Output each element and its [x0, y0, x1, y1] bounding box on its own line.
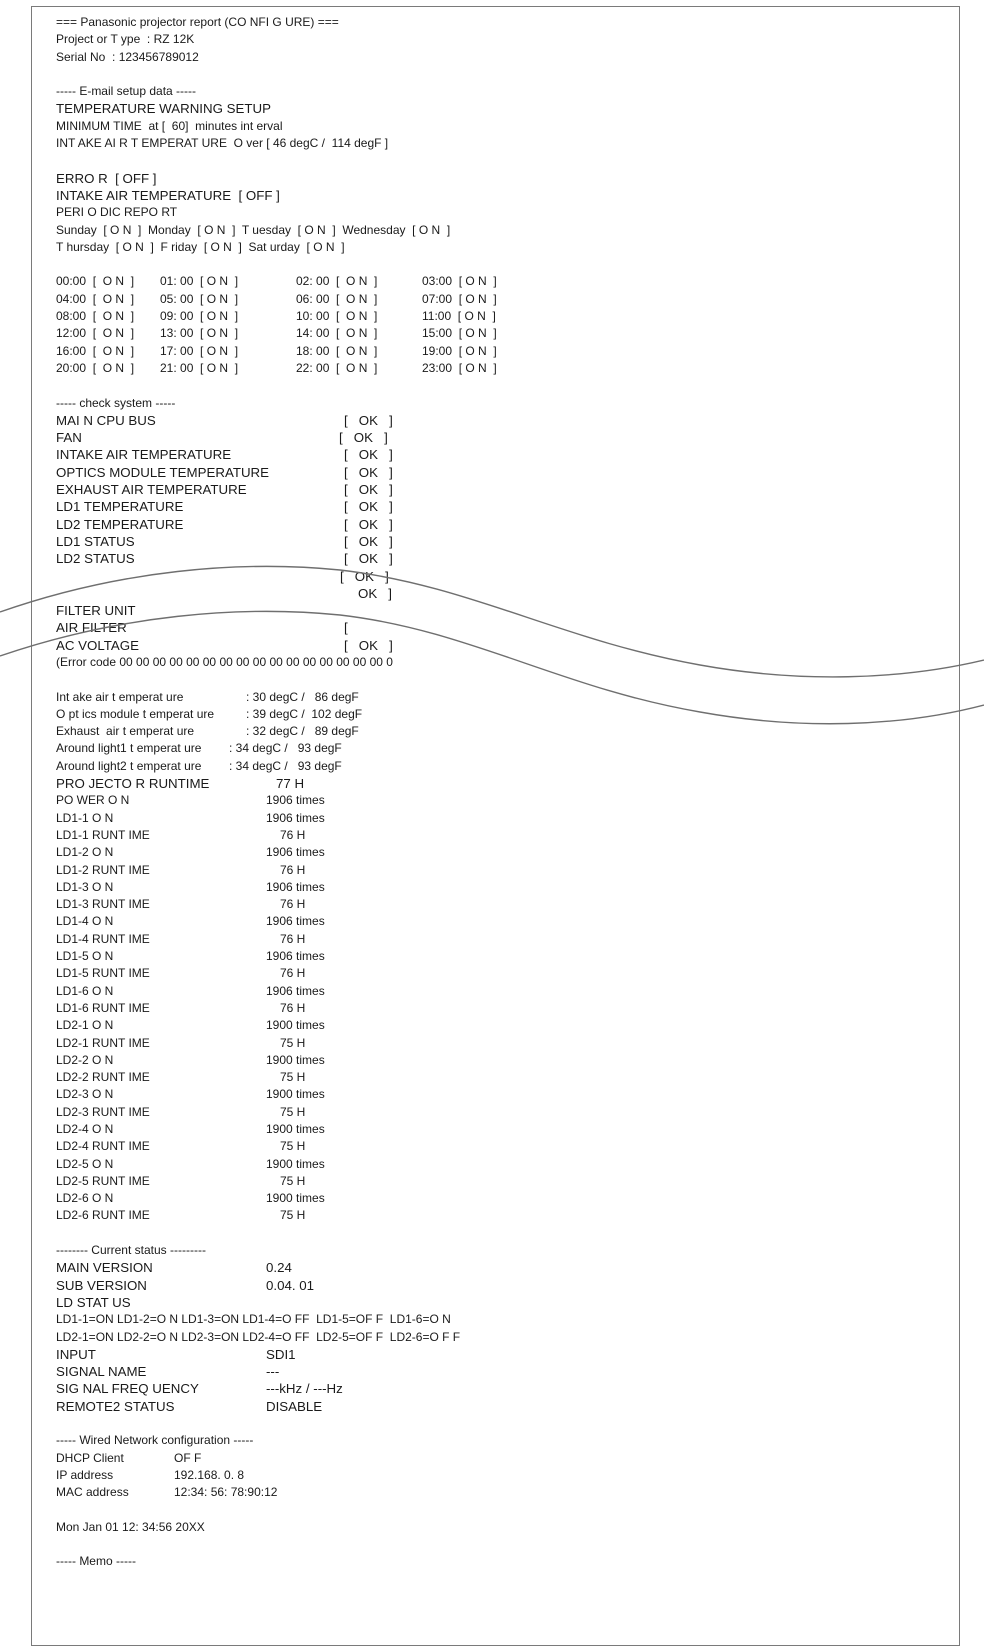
hour-row: 20:00 [ O N ] 21: 00 [ O N ] 22: 00 [ O N ] 23:00 [ O N ]	[56, 360, 497, 375]
runtime-row: PRO JECTO R RUNTIME 77 H	[56, 776, 305, 792]
check-item: LD2 TEMPERATURE [ OK ]	[56, 516, 393, 532]
temperature-row: Around light1 t emperat ure : 34 degC / 93 degF	[56, 741, 342, 756]
check-item: OK ]	[358, 585, 392, 601]
check-item: EXHAUST AIR TEMPERATURE [ OK ]	[56, 482, 393, 498]
runtime-row: LD2-3 O N 1900 times	[56, 1087, 325, 1102]
check-item: LD1 STATUS [ OK ]	[56, 533, 393, 549]
hour-row: 04:00 [ O N ] 05: 00 [ O N ] 06: 00 [ O N ] 07:00 [ O N ]	[56, 291, 497, 306]
dhcp-row: DHCP Client OF F	[56, 1450, 202, 1465]
ld2-status-line: LD2-1=ON LD2-2=O N LD2-3=ON LD2-4=O FF LD2-5=OF F LD2-6=O F F	[56, 1329, 461, 1344]
report-timestamp: Mon Jan 01 12: 34:56 20XX	[56, 1519, 205, 1534]
temperature-row: Around light2 t emperat ure : 34 degC / 93 degF	[56, 758, 342, 773]
memo-heading: ----- Memo -----	[56, 1554, 136, 1569]
days-line-1: Sunday [ O N ] Monday [ O N ] T uesday [ O N ] Wednesday [ O N ]	[56, 222, 451, 237]
temp-warning-setup: TEMPERATURE WARNING SETUP	[56, 101, 271, 117]
hour-row: 16:00 [ O N ] 17: 00 [ O N ] 18: 00 [ O N ] 19:00 [ O N ]	[56, 343, 497, 358]
runtime-row: LD2-2 O N 1900 times	[56, 1052, 325, 1067]
mac-row: MAC address 12:34: 56: 78:90:12	[56, 1485, 278, 1500]
email-setup-heading: ----- E-mail setup data -----	[56, 84, 197, 99]
temperature-list	[56, 689, 946, 775]
runtime-row: LD2-1 O N 1900 times	[56, 1018, 325, 1033]
current-status-heading: -------- Current status ---------	[56, 1243, 206, 1258]
runtime-row: LD1-2 RUNT IME 76 H	[56, 862, 306, 877]
runtime-row: LD2-6 O N 1900 times	[56, 1191, 325, 1206]
minimum-time: MINIMUM TIME at [ 60] minutes int erval	[56, 118, 283, 133]
ip-row: IP address 192.168. 0. 8	[56, 1467, 245, 1482]
runtime-row: LD1-4 RUNT IME 76 H	[56, 931, 306, 946]
remote2-status-row: REMOTE2 STATUS DISABLE	[56, 1398, 323, 1414]
runtime-row: LD2-1 RUNT IME 75 H	[56, 1035, 306, 1050]
days-line-2: T hursday [ O N ] F riday [ O N ] Sat urday [ O N ]	[56, 239, 345, 254]
signal-frequency-row: SIG NAL FREQ UENCY ---kHz / ---Hz	[56, 1381, 343, 1397]
check-system-list	[56, 412, 946, 654]
hour-row: 12:00 [ O N ] 13: 00 [ O N ] 14: 00 [ O N ] 15:00 [ O N ]	[56, 326, 497, 341]
report-header: === Panasonic projector report (CO NFI G URE) ===	[56, 15, 339, 29]
runtime-row: LD2-5 RUNT IME 75 H	[56, 1173, 306, 1188]
main-version: MAIN VERSION 0.24	[56, 1260, 292, 1276]
check-item: FILTER UNIT	[56, 603, 136, 619]
intake-temp-threshold: INT AKE AI R T EMPERAT URE O ver [ 46 degC / 114 degF ]	[56, 136, 389, 151]
runtime-row: LD2-2 RUNT IME 75 H	[56, 1070, 306, 1085]
report-document	[56, 14, 946, 1571]
check-item: AC VOLTAGE [ OK ]	[56, 637, 393, 653]
input-row: INPUT SDI1	[56, 1346, 296, 1362]
runtime-list	[56, 775, 946, 1225]
runtime-row: LD1-3 O N 1906 times	[56, 879, 325, 894]
check-item: [ OK ]	[340, 568, 389, 584]
intake-air-setting: INTAKE AIR TEMPERATURE [ OFF ]	[56, 187, 280, 203]
runtime-row: LD2-5 O N 1900 times	[56, 1156, 325, 1171]
check-item: OPTICS MODULE TEMPERATURE [ OK ]	[56, 464, 393, 480]
runtime-row: LD2-4 O N 1900 times	[56, 1122, 325, 1136]
runtime-row: LD1-1 O N 1906 times	[56, 810, 325, 825]
runtime-row: LD1-5 O N 1906 times	[56, 949, 325, 964]
runtime-row: LD2-4 RUNT IME 75 H	[56, 1139, 306, 1154]
hour-row: 00:00 [ O N ] 01: 00 [ O N ] 02: 00 [ O N ] 03:00 [ O N ]	[56, 274, 497, 289]
runtime-row: LD2-3 RUNT IME 75 H	[56, 1104, 306, 1119]
error-setting: ERRO R [ OFF ]	[56, 170, 157, 186]
runtime-row: LD1-2 O N 1906 times	[56, 845, 325, 860]
check-system-heading: ----- check system -----	[56, 395, 176, 410]
temperature-row: Exhaust air t emperat ure : 32 degC / 89 degF	[56, 724, 359, 739]
check-item: MAI N CPU BUS [ OK ]	[56, 412, 393, 428]
runtime-row: LD1-3 RUNT IME 76 H	[56, 897, 306, 912]
check-item: LD2 STATUS [ OK ]	[56, 551, 393, 567]
serial-number: Serial No : 123456789012	[56, 49, 199, 64]
runtime-row: LD1-5 RUNT IME 76 H	[56, 966, 306, 981]
hour-schedule	[56, 273, 946, 377]
check-item: LD1 TEMPERATURE [ OK ]	[56, 499, 393, 515]
runtime-row: LD1-1 RUNT IME 76 H	[56, 827, 306, 842]
periodic-report: PERI O DIC REPO RT	[56, 205, 178, 220]
project-type: Project or T ype : RZ 12K	[56, 32, 195, 47]
check-item: AIR FILTER [	[56, 620, 348, 636]
temperature-row: Int ake air t emperat ure : 30 degC / 86 degF	[56, 689, 359, 704]
check-item: INTAKE AIR TEMPERATURE [ OK ]	[56, 447, 393, 463]
error-code: (Error code 00 00 00 00 00 00 00 00 00 00 00 00 00 00 00 00 0	[56, 654, 393, 669]
signal-name-row: SIGNAL NAME ---	[56, 1364, 280, 1380]
ld-status-heading: LD STAT US	[56, 1294, 131, 1310]
runtime-row: LD2-6 RUNT IME 75 H	[56, 1208, 306, 1223]
sub-version: SUB VERSION 0.04. 01	[56, 1277, 315, 1293]
runtime-row: LD1-4 O N 1906 times	[56, 914, 325, 929]
hour-row: 08:00 [ O N ] 09: 00 [ O N ] 10: 00 [ O N ] 11:00 [ O N ]	[56, 309, 496, 324]
check-item: FAN [ OK ]	[56, 430, 388, 446]
temperature-row: O pt ics module t emperat ure : 39 degC / 102 degF	[56, 706, 363, 721]
network-heading: ----- Wired Network configuration -----	[56, 1433, 254, 1448]
runtime-row: PO WER O N 1906 times	[56, 793, 325, 808]
ld1-status-line: LD1-1=ON LD1-2=O N LD1-3=ON LD1-4=O FF LD1-5=OF F LD1-6=O N	[56, 1312, 451, 1327]
runtime-row: LD1-6 O N 1906 times	[56, 983, 325, 998]
runtime-row: LD1-6 RUNT IME 76 H	[56, 1000, 306, 1015]
